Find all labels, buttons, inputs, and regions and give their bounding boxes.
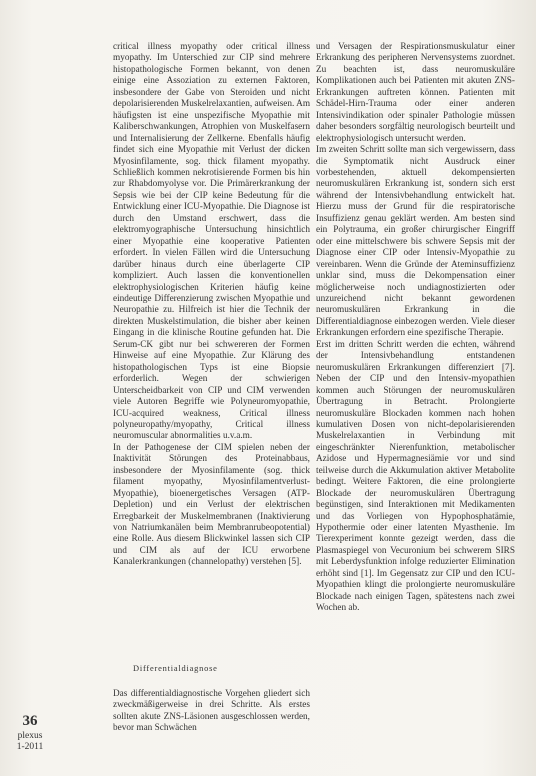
left-column: [113, 42, 310, 569]
right-paragraph-1: und Versagen der Respirationsmuskulatur einer Erkrankung des peripheren Nervensystems zuordnet. Zu beachten ist, dass neuromuskuläre Komplikationen auch bei Patienten mit akuten ZNS-Erkrankungen auftreten können. Patienten mit Schädel-Hirn-Trauma oder einer anderen Intensivindikation oder spinaler Pathologie müssen daher besonders sorgfältig neurologisch beurteilt und elektrophysiologisch untersucht werden.: [316, 42, 515, 144]
journal-issue: 1-2011: [16, 742, 44, 752]
section-text: Das differentialdiagnostische Vorgehen gliedert sich zweckmäßigerweise in drei Schritte. Als erstes sollten akute ZNS-Läsionen ausgeschlossen werden, bevor man Schwächen: [113, 689, 310, 734]
left-paragraph-2: In der Pathogenese der CIM spielen neben der Inaktivität Störungen des Proteinabbaus, insbesondere der Myosinfilamente (sog. thick filament myopathy, Myosinfilamentverlust-Myopathie), bioenergetisches Versagen (ATP-Depletion) und ein Verlust der elektrischen Erregbarkeit der Muskelmembranen (Inaktivierung von Natriumkanälen beim Membranrubeopotential) eine Rolle. Aus diesem Blickwinkel lassen sich CIP und CIM als auf der ICU erworbene Kanalerkrankungen (channelopathy) verstehen [5].: [113, 442, 310, 568]
header-mark: [48, 0, 98, 5]
left-paragraph-1: critical illness myopathy oder critical illness myopathy. Im Unterschied zur CIP sind mehrere histopathologische Formen bekannt, von denen einige eine Assoziation zu externen Faktoren, insbesondere der Gabe von Steroiden und nicht depolarisierenden Muskelrelaxantien, aufweisen. Am häufigsten ist eine unspezifische Myopathie mit Kaliberschwankungen, Atrophien von Muskelfasern und Internalisierung der Zellkerne. Ebenfalls häufig findet sich eine Myopathie mit Verlust der dicken Myosinfilamente, sog. thick filament myopathy. Schließlich kommen nekrotisierende Formen bis hin zur Rhabdomyolyse vor. Die Primärerkrankung der Sepsis wie bei der CIP keine Bedeutung für die Entwicklung einer ICU-Myopathie. Die Diagnose ist durch den Umstand erschwert, dass die elektromyographische Untersuchung hinsichtlich einer Myopathie eine kooperative Patienten erfordert. In vielen Fällen wird die Untersuchung darüber hinaus durch eine überlagerte CIP kompliziert. Auch lassen die konventionellen elektrophysiologischen Kriterien häufig keine eindeutige Differenzierung zwischen Myopathie und Neuropathie zu. Hilfreich ist hier die Technik der direkten Muskelstimulation, die bisher aber keinen Eingang in die klinische Routine gefunden hat. Die Serum-CK gibt nur bei schwereren der Formen Hinweise auf eine Myopathie. Zur Klärung des histopathologischen Typs ist eine Biopsie erforderlich. Wegen der schwierigen Unterscheidbarkeit von CIP und CIM verwenden viele Autoren Begriffe wie Polyneuromyopathie, ICU-acquired weakness, Critical illness polyneuropathy/myopathy, Critical illness neuromuscular abnormalities u.v.a.m.: [113, 42, 311, 442]
right-paragraph-3: Erst im dritten Schritt werden die echten, während der Intensivbehandlung entstandenen neuromuskulären Erkrankungen differenziert [7]. Neben der CIP und den Intensiv-myopathien kommen auch Störungen der neuromuskulären Übertragung in Betracht. Prolongierte neuromuskuläre Blockaden kommen nach hohen kumulativen Dosen von nicht-depolarisierenden Muskelrelaxantien in Verbindung mit eingeschränkter Nierenfunktion, metabolischer Azidose und Hypermagnesiämie vor und sind teilweise durch die Akkumulation aktiver Metabolite bedingt. Weitere Faktoren, die eine prolongierte Blockade der neuromuskulären Übertragung begünstigen, sind Interaktionen mit Medikamenten und das Vorliegen von Hypophosphatämie, Hypothermie oder einer latenten Myasthenie. Im Tierexperiment konnte gezeigt werden, dass die Plasmaspiegel von Vecuronium bei schwerem SIRS mit Leberdysfunktion infolge reduzierter Elimination erhöht sind [1]. Im Gegensatz zur CIP und den ICU-Myopathien klingt die prolongierte neuromuskuläre Blockade nach einigen Tagen, spätestens nach zwei Wochen ab.: [316, 339, 515, 614]
journal-name: plexus: [17, 731, 43, 741]
section-heading: Differentialdiagnose: [133, 664, 218, 673]
page-footer: [10, 714, 50, 753]
page-number: 36: [22, 713, 38, 729]
right-column: [316, 42, 515, 615]
right-paragraph-2: Im zweiten Schritt sollte man sich vergewissern, dass die Symptomatik nicht Ausdruck einer vorbestehenden, aktuell dekompensierten neuromuskulären Erkrankung ist, sondern sich erst während der Intensivbehandlung entwickelt hat. Hierzu muss der Grund für die respiratorische Insuffizienz genau geklärt werden. Am besten sind ein Polytrauma, ein großer chirurgischer Eingriff oder eine mittelschwere bis schwere Sepsis mit der Diagnose einer CIP oder Intensiv-Myopathie zu vereinbaren. Wenn die Gründe der Ateminsuffizienz unklar sind, muss die Dekompensation einer möglicherweise noch undiagnostizierten oder unzureichend nicht bekannt gewordenen neuromuskulären Erkrankung in die Differentialdiagnose einbezogen werden. Viele dieser Erkrankungen erfordern eine spezifische Therapie.: [316, 145, 515, 339]
